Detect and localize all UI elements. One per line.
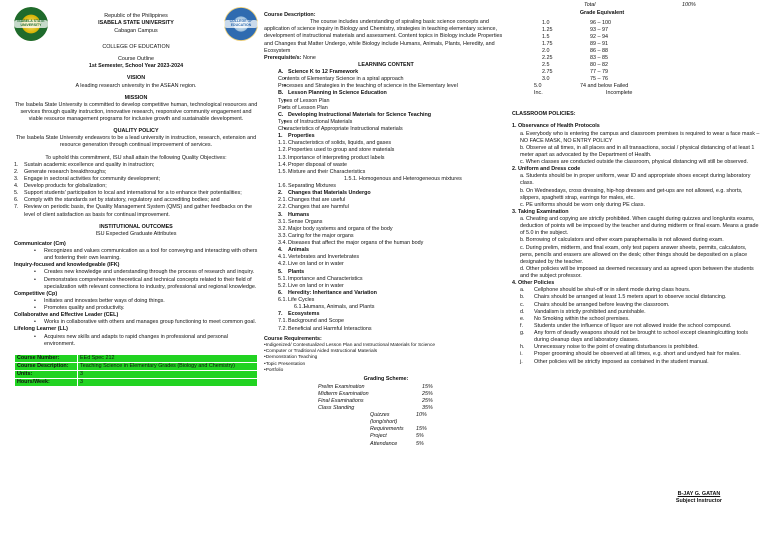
list-item: C. Developing Instructional Materials for Science Teaching	[278, 111, 432, 118]
list-item: 3.2. Major body systems and organs of the body	[278, 225, 393, 232]
list-item: 1.1. Characteristics of solids, liquids, and gases	[278, 140, 392, 147]
list-item: f. Students under the influence of liquor are not allowed inside the school compound.	[520, 322, 732, 329]
instructor-name: B-JAY G. GATAN	[677, 491, 721, 497]
list-item: 2.2. Changes that are harmful	[278, 204, 349, 211]
list-item: •Computer or Traditional Aided Instructional Materials	[264, 349, 378, 355]
list-item: 3.1. Sense Organs	[278, 218, 323, 225]
vision-title: VISION	[126, 75, 146, 82]
table-row: Course Number: EEd Spec 212	[15, 354, 258, 362]
university-name: ISABELA STATE UNIVERSITY	[98, 20, 174, 27]
list-item: a. Students should be in proper uniform, wear ID and appropriate shoes except during laboratory class.	[520, 173, 751, 187]
list-item: • Characteristics of Appropriate Instructional materials	[264, 126, 508, 133]
list-item: 1.5. Mixture and their Characteristics	[278, 168, 366, 175]
college-name: COLLEGE OF EDUCATION	[102, 44, 170, 50]
list-item: • Promotes quality and productivity.	[14, 305, 258, 312]
list-item: 1.4. Proper disposal of waste	[278, 161, 348, 168]
list-item: • Types of Instructional Materials	[264, 119, 508, 126]
list-item: 6.1. Life Cycles	[278, 297, 315, 303]
list-item: i. Proper grooming should be observed at all times, e.g. short and undyed hair for males.	[520, 351, 741, 358]
header-block	[14, 4, 258, 44]
list-item: 4.1. Vertebrates and Invertebrates	[278, 254, 360, 261]
outcome-group-title: Inquiry-focused and knowledgeable (IFK)	[14, 262, 120, 269]
list-item: •Topic Presentation	[264, 361, 306, 367]
outcome-group-title: Collaborative and Effective Leader (CEL)	[14, 312, 119, 319]
course-description-label: Course Description:	[264, 12, 316, 18]
list-item: d. Other policies will be imposed as deemed necessary and as agreed upon between the students and the subject professor.	[520, 265, 754, 280]
vision-text: A leading research university in the ASEAN region.	[75, 82, 197, 89]
list-item: 5. Support students' participation to local and international for a to enhance their potentialities;	[14, 190, 242, 197]
list-item: 2. Generate research breakthroughs;	[14, 168, 107, 175]
list-item: 3. Engage in sectoral activities for community development;	[14, 175, 161, 182]
list-item: • Parts of Lesson Plan	[264, 105, 508, 112]
list-item: b. On Wednesdays, cross dressing, hip-hop dresses and get-ups are not allowed, e.g. shorts, slippers, spaghetti strap, earrings for males, etc.	[520, 187, 743, 201]
page-column-2	[264, 0, 508, 543]
policy-section-title: 1. Observance of Health Protocols	[512, 123, 600, 130]
list-item: • Processes and Strategies in the teaching of science in the Elementary level	[264, 83, 508, 90]
page-column-1	[14, 0, 258, 543]
list-item: 2.1. Changes that are useful	[278, 197, 346, 204]
requirements-list	[264, 343, 508, 375]
list-item: a. Cheating and copying are strictly prohibited. When caught during quizzes and long/units exams, deduction of points will be imposed by the teacher and during midterm or final exam. Means a grade of 5.0 in the subject.	[520, 216, 759, 237]
list-item: • Types of Lesson Plan	[264, 98, 508, 105]
quality-policy-text: The Isabela State University endeavors to be a lead university in instruction, research, extension and resource generation through continual improvement of services.	[15, 135, 257, 149]
list-item: 1.6. Separating Mixtures	[278, 183, 336, 189]
list-item: g. Any form of deadly weapons should not be brought to school except cleaning/cutting tools during cleanup days and laboratory classes.	[520, 330, 748, 344]
list-item: • Contents of Elementary Science in a spiral approach	[264, 76, 508, 83]
quality-objectives-list	[14, 162, 258, 219]
grade-equivalent-title: Grade Equivalent	[579, 10, 625, 16]
list-item: 1.5.1. Homogenous and Heterogeneous mixtures	[344, 175, 462, 182]
list-item: a. Everybody who is entering the campus and classroom premises is required to wear a face mask – NO FACE MASK, NO ENTRY POLICY	[520, 130, 760, 144]
list-item: 7. Ecosystems	[278, 311, 320, 318]
outline-title: Course Outline	[118, 56, 154, 63]
instructor-role: Subject Instructor	[675, 498, 722, 505]
signature-block	[676, 491, 722, 505]
list-item: • Initiates and innovates better ways of doing things.	[14, 298, 258, 305]
list-item: b. Chairs should be arranged at least 1.5 meters apart to observe social distancing.	[520, 294, 727, 301]
list-item: 1. Properties	[278, 133, 315, 140]
learning-content	[264, 69, 508, 333]
list-item: d. Vandalism is strictly prohibited and punishable.	[520, 308, 646, 315]
quality-objectives-intro: To uphold this commitment, ISU shall attain the following Quality Objectives:	[45, 154, 227, 161]
list-item: 7.2. Beneficial and Harmful Interactions	[278, 325, 372, 332]
policy-section-title: 2. Uniform and Dress code	[512, 166, 581, 173]
course-description-text: The course includes understanding of spiraling basic science concepts and application of science inquiry in Biology and Chemistry, strategies in teaching elementary science, development of instructional materials and assessment. Content topics in Biology include Properties and Changes that Matter Undergo, while Biology include Humans, Animals, Plants, Heredity, and Ecosystem	[264, 19, 503, 54]
list-item: 5. Plants	[278, 268, 305, 275]
learning-content-title: LEARNING CONTENT	[358, 61, 414, 68]
table-row: Hours/Week: 3	[15, 378, 258, 386]
requirements-title: Course Requirements:	[264, 335, 322, 342]
list-item: h. Unnecessary noise to the point of creating disturbances is prohibited.	[520, 344, 699, 351]
list-item: A. Science K to 12 Framework	[278, 69, 359, 75]
list-item: • Recognizes and values communication as a tool for conveying and interacting with others and fostering their own learning.	[14, 248, 258, 262]
college-logo: COLLEGE OF EDUCATION	[224, 7, 258, 41]
list-item: • Demonstrates comprehensive theoretical and technical concepts related to their field of specialization with relevant connections to industry, professional and regional knowledge.	[14, 277, 258, 291]
table-row: Course Description: Teaching Science in Elementary Grades (Biology and Chemistry)	[15, 362, 258, 370]
list-item: b. Borrowing of calculators and other exam paraphernalia is not allowed during exam.	[520, 237, 724, 244]
list-item: 4.2. Live on land or in water	[278, 261, 344, 268]
list-item: 4. Develop products for globalization;	[14, 183, 107, 189]
list-item: •Demonstration Teaching	[264, 355, 318, 361]
list-item: B. Lesson Planning in Science Education	[278, 90, 387, 97]
list-item: 6.1.1. Humans, Animals, and Plants	[294, 304, 375, 311]
policy-section-title: 4. Other Policies	[512, 280, 555, 287]
quality-policy-title: QUALITY POLICY	[113, 128, 159, 135]
list-item: 1. Sustain academic excellence and quality in instruction;	[14, 161, 155, 168]
list-item: c. PE uniforms should be worn only during PE class.	[520, 201, 645, 208]
outcomes-title: INSTITUTIONAL OUTCOMES	[99, 223, 173, 230]
list-item: 6. Heredity: Inheritance and Variation	[278, 289, 377, 296]
list-item: 3. Humans	[278, 211, 310, 218]
list-item: b. Observe at all times, in all places and in all transactions, social / physical distancing of at least 1 meter apart as advocated by the Department of Health.	[520, 144, 755, 158]
list-item: • Creates new knowledge and understanding through the process of research and inquiry.	[14, 269, 258, 276]
list-item: •Portfolio	[264, 368, 284, 374]
grading-total: Total 100%	[584, 2, 696, 8]
policy-section-title: 3. Taking Examination	[512, 208, 569, 215]
course-info-table	[14, 354, 258, 387]
list-item: c. During prelim, midterm, and final exam, only test papers answer sheets, permits, calculators, pens, pencils and erasers are allowed on the desk; other things should be deposited on a place designated by the teacher.	[520, 244, 748, 265]
list-item: c. When classes are conducted outside the classroom, physical distancing will still be observed.	[520, 159, 749, 166]
list-item: 2. Changes that Materials Undergo	[278, 190, 371, 197]
list-item: 5.2. Live on land or in water	[278, 282, 344, 289]
outcome-group-title: Communicator (Cm)	[14, 240, 66, 247]
class-standing-breakdown: Quizzes (long/short) 10% Requirements 15% Project 5% Attendance 5%	[370, 412, 427, 447]
university-logo: ISABELA STATE UNIVERSITY	[14, 7, 48, 41]
list-item: 4. Animals	[278, 247, 309, 254]
grading-scheme-title: Grading Scheme:	[363, 376, 409, 383]
outcome-group-title: Competitive (Cp)	[14, 290, 58, 297]
list-item: 3.3. Caring for the major organs	[278, 232, 354, 239]
list-item: 3.4. Diseases that affect the major organs of the human body	[278, 240, 424, 246]
list-item: •Indigenized/ Contextualized Lesson Plan and Instructional Materials for Science	[264, 342, 436, 348]
list-item: 7.1. Background and Scope	[278, 318, 345, 325]
campus-name: Cabagan Campus	[114, 27, 158, 34]
list-item: 5.1. Importance and Characteristics	[278, 275, 363, 282]
table-row: Units: 3	[15, 370, 258, 378]
policies-title: CLASSROOM POLICIES:	[512, 111, 576, 118]
outcomes-subtitle: ISU Expected Graduate Attributes	[95, 230, 177, 237]
list-item: c. Chairs should be arranged before leaving the classroom.	[520, 301, 670, 308]
country-name: Republic of the Philippines	[104, 13, 168, 20]
grade-equivalent-table: 1.0 96 – 100 1.25 93 – 97 1.5 92 – 94 1.75 89 – 91 2.0 86 – 88 2.25 83 – 85 2.5 80 – 82 2.75 77 – 79 3.0 75 – 76 5.0 74 and below Failed Inc. Incomplete	[534, 20, 633, 97]
list-item: 7. Review on periodic basis, the Quality Management System (QMS) and gather feedbacks on the level of client satisfaction as basis for continual improvement.	[14, 204, 253, 218]
semester-label: 1st Semester, School Year 2023-2024	[88, 63, 184, 70]
prerequisite: Prerequisite/s: None	[264, 54, 316, 61]
page-column-3	[512, 0, 760, 543]
other-policies-list	[512, 287, 760, 365]
mission-title: MISSION	[124, 94, 148, 101]
list-item: j. Other policies will be strictly imposed as contained in the student manual.	[520, 358, 709, 365]
list-item: e. No Smoking within the school premises.	[520, 315, 630, 322]
list-item: a. Cellphone should be shut-off or in silent mode during class hours.	[520, 287, 691, 294]
list-item: 1.2. Properties used to group and store materials	[278, 147, 395, 154]
list-item: 6. Comply with the standards set by statutory, regulatory and accrediting bodies; and	[14, 197, 220, 204]
list-item: 1.3. Importance of interpreting product labels	[278, 154, 385, 161]
mission-text: The Isabela State University is committed to develop competitive human, technological resources and services through quality instruction, innovative research, responsive community engagement and viable resource management programs for inclusive growth and sustainable development.	[14, 101, 258, 122]
list-item: • Acquires new skills and adapts to rapid changes in professional and personal environment.	[14, 334, 258, 348]
outcome-group-title: Lifelong Learner (LL)	[14, 326, 68, 333]
list-item: • Works in collaborative with others and manages group functioning to meet common goal.	[14, 319, 258, 326]
grading-scheme: Prelim Examination 15% Midterm Examination 25% Final Examinations 25% Class Standing 35%	[318, 383, 433, 411]
